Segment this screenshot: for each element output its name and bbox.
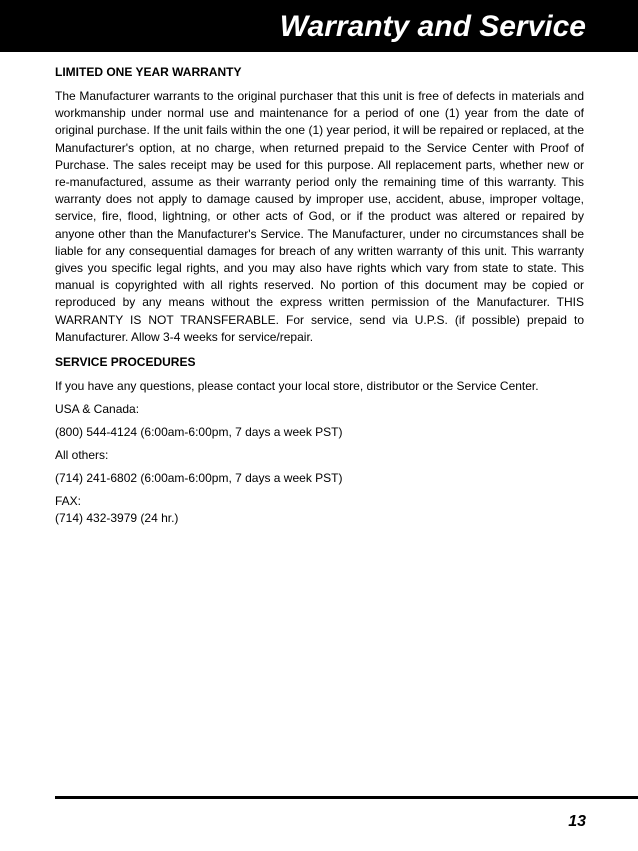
warranty-text: The Manufacturer warrants to the original purchaser that this unit is free of defects in materials and workmanship under normal use and maintenance for a period of one (1) year from the date of original purchase. If the unit fails within the one (1) year period, it will be repaired or replaced, at the Manufacturer's option, at no charge, when returned prepaid to the Service Center with Proof of Purchase. The sales receipt may be used for this purpose. All replacement parts, whether new or re-manufactured, assume as their warranty period only the remaining time of this warranty. This warranty does not apply to damage caused by improper use, accident, abuse, improper voltage, service, fire, flood, lightning, or other acts of God, or if the product was altered or repaired by anyone other than the Manufacturer's Service. The Manufacturer, under no circumstances shall be liable for any consequential damages for breach of any written warranty of this unit. This warranty gives you specific legal rights, and you may also have rights which vary from state to state. This manual is copyrighted with all rights reserved. No portion of this document may be copied or reproduced by any means without the express written permission of the Manufacturer. THIS WARRANTY IS NOT TRANSFERABLE. For service, send via U.P.S. (if possible) prepaid to Manufacturer. Allow 3-4 weeks for service/repair. bbox=[55, 89, 584, 344]
footer-divider bbox=[55, 796, 638, 799]
all-others-label: All others: bbox=[55, 448, 109, 463]
service-intro: If you have any questions, please contact your local store, distributor or the Service Center. bbox=[55, 379, 539, 394]
usa-canada-label: USA & Canada: bbox=[55, 402, 140, 417]
document-body bbox=[55, 64, 584, 533]
warranty-heading: LIMITED ONE YEAR WARRANTY bbox=[55, 65, 242, 79]
fax-label: FAX: bbox=[55, 494, 82, 509]
all-others-phone: (714) 241-6802 (6:00am-6:00pm, 7 days a week PST) bbox=[55, 471, 343, 486]
service-heading: SERVICE PROCEDURES bbox=[55, 355, 196, 370]
page-title: Warranty and Service bbox=[279, 10, 586, 43]
fax-number: (714) 432-3979 (24 hr.) bbox=[55, 511, 179, 526]
usa-canada-phone: (800) 544-4124 (6:00am-6:00pm, 7 days a week PST) bbox=[55, 425, 343, 440]
page-header bbox=[0, 0, 638, 52]
page-number: 13 bbox=[568, 813, 586, 830]
